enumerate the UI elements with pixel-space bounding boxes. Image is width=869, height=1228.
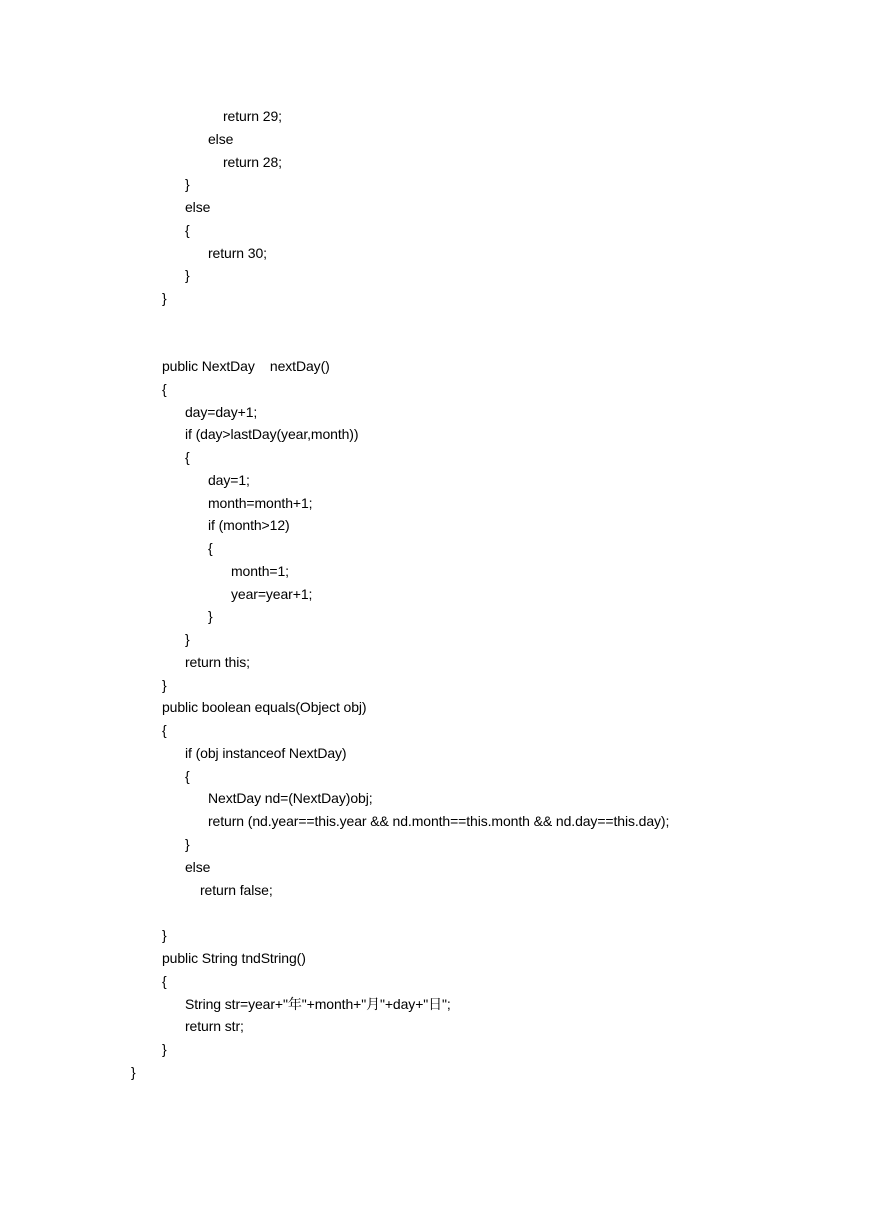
code-line: } bbox=[162, 290, 167, 306]
code-line: } bbox=[208, 608, 213, 624]
code-line: else bbox=[185, 859, 211, 875]
code-line: { bbox=[185, 222, 190, 238]
code-line: } bbox=[185, 176, 190, 192]
code-line: month=month+1; bbox=[208, 495, 313, 511]
code-line: return 28; bbox=[223, 154, 282, 170]
code-line: { bbox=[162, 722, 167, 738]
code-line: } bbox=[162, 677, 167, 693]
code-line: } bbox=[162, 927, 167, 943]
code-line: month=1; bbox=[231, 563, 289, 579]
code-line: public boolean equals(Object obj) bbox=[162, 699, 367, 715]
code-line: if (day>lastDay(year,month)) bbox=[185, 426, 359, 442]
code-line: public String tndString() bbox=[162, 950, 306, 966]
code-line: return (nd.year==this.year && nd.month==this.month && nd.day==this.day); bbox=[208, 813, 670, 829]
code-line: if (obj instanceof NextDay) bbox=[185, 745, 347, 761]
code-line: if (month>12) bbox=[208, 517, 290, 533]
code-line: else bbox=[208, 131, 234, 147]
code-line: NextDay nd=(NextDay)obj; bbox=[208, 790, 373, 806]
code-line: public NextDay nextDay() bbox=[162, 358, 330, 374]
code-line: { bbox=[185, 449, 190, 465]
code-line: return this; bbox=[185, 654, 250, 670]
code-line: { bbox=[185, 768, 190, 784]
code-line: { bbox=[162, 973, 167, 989]
code-line: } bbox=[162, 1041, 167, 1057]
code-line: } bbox=[185, 631, 190, 647]
code-line: } bbox=[185, 267, 190, 283]
code-line: { bbox=[208, 540, 213, 556]
code-line: day=day+1; bbox=[185, 404, 258, 420]
code-line: return 29; bbox=[223, 108, 282, 124]
code-line: } bbox=[185, 836, 190, 852]
code-line: String str=year+"年"+month+"月"+day+"日"; bbox=[185, 996, 451, 1012]
code-line: return 30; bbox=[208, 245, 267, 261]
code-line: } bbox=[131, 1064, 136, 1080]
code-line: else bbox=[185, 199, 211, 215]
code-line: return str; bbox=[185, 1018, 244, 1034]
code-line: { bbox=[162, 381, 167, 397]
code-line: day=1; bbox=[208, 472, 250, 488]
code-line: year=year+1; bbox=[231, 586, 313, 602]
code-line: return false; bbox=[200, 882, 273, 898]
